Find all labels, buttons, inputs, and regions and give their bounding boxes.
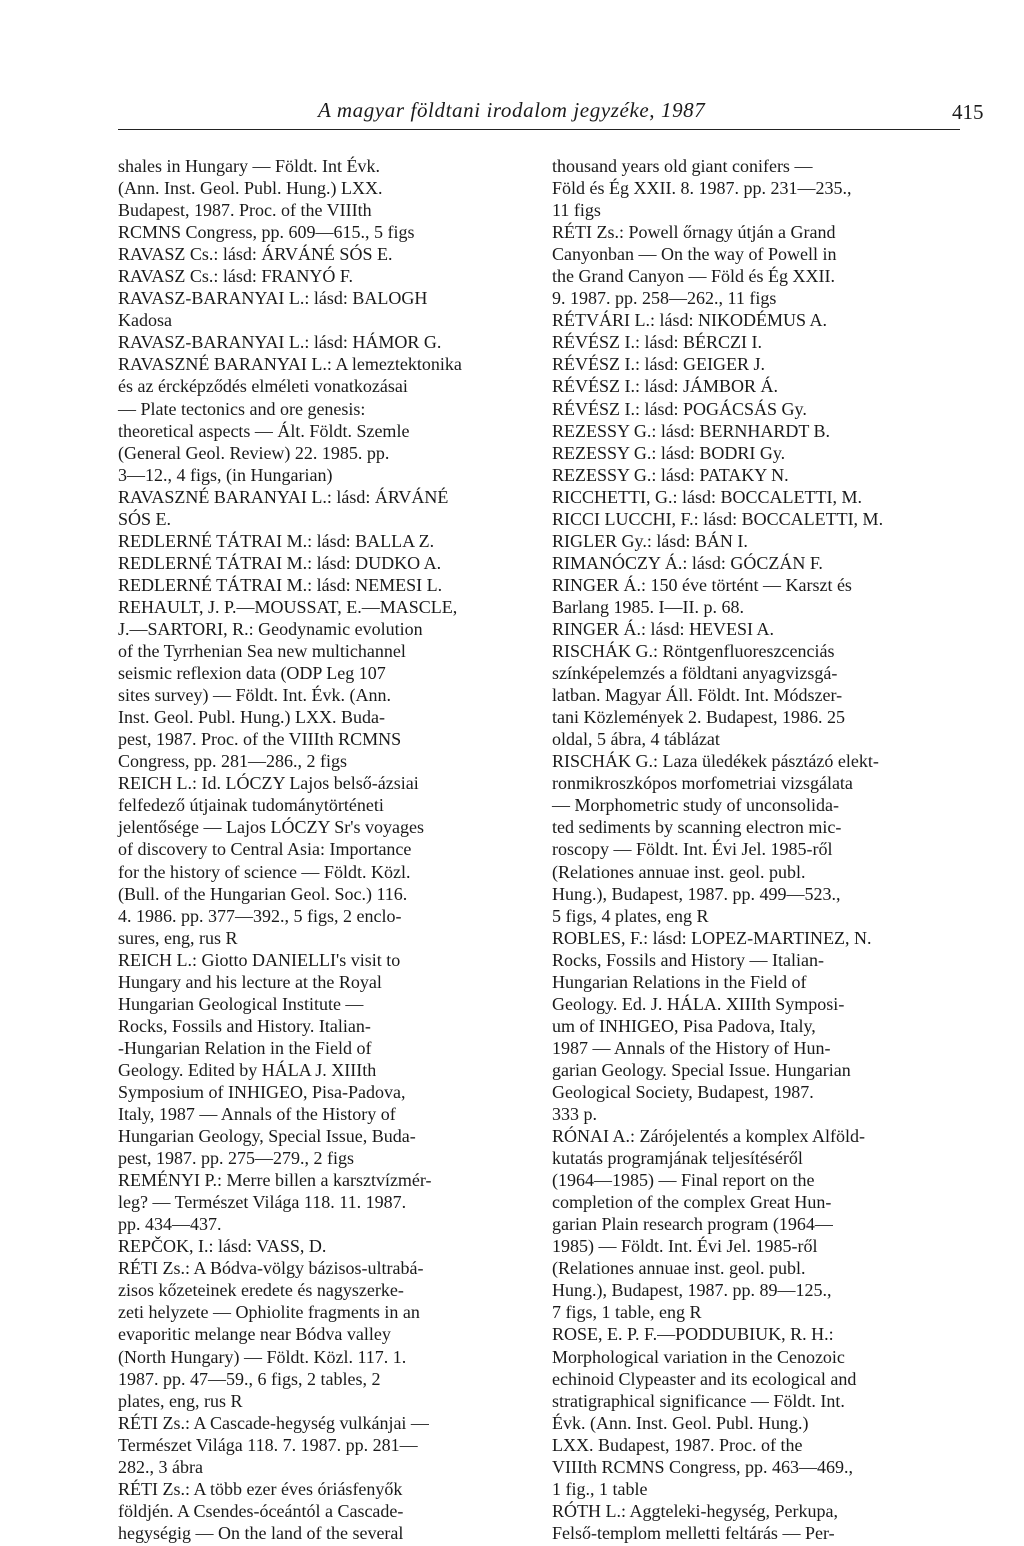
- entry-line: RÉTI Zs.: A több ezer éves óriásfenyők: [118, 1478, 403, 1499]
- entry-line: garian Geology. Special Issue. Hungarian: [552, 1059, 851, 1080]
- bibliography-entry: [552, 618, 944, 640]
- bibliography-entry: [118, 1235, 510, 1257]
- entry-line: földjén. A Csendes-óceántól a Cascade-: [118, 1500, 404, 1521]
- bibliography-entry: [552, 750, 944, 926]
- entry-line: REZESSY G.: lásd: BODRI Gy.: [552, 442, 786, 463]
- entry-line: stratigraphical significance — Földt. Int.: [552, 1390, 845, 1411]
- entry-line: RICCHETTI, G.: lásd: BOCCALETTI, M.: [552, 486, 862, 507]
- entry-line: (Ann. Inst. Geol. Publ. Hung.) LXX.: [118, 178, 383, 199]
- entry-line: REDLERNÉ TÁTRAI M.: lásd: NEMESI L.: [118, 574, 443, 595]
- page-number: 415: [952, 100, 984, 124]
- bibliography-entry: [118, 353, 510, 485]
- entry-line: Föld és Ég XXII. 8. 1987. pp. 231—235.,: [552, 178, 852, 199]
- bibliography-entry: [552, 552, 944, 574]
- entry-line: REZESSY G.: lásd: PATAKY N.: [552, 464, 789, 485]
- entry-line: 333 p.: [552, 1104, 597, 1125]
- entry-line: tani Közlemények 2. Budapest, 1986. 25: [552, 707, 845, 728]
- entry-line: (Bull. of the Hungarian Geol. Soc.) 116.: [118, 883, 408, 904]
- entry-line: ROSE, E. P. F.—PODDUBIUK, R. H.:: [552, 1324, 834, 1345]
- entry-line: jelentősége — Lajos LÓCZY Sr's voyages: [118, 817, 425, 838]
- bibliography-entry: [118, 552, 510, 574]
- bibliography-entry: [118, 1169, 510, 1235]
- entry-line: Hungarian Relations in the Field of: [552, 971, 807, 992]
- entry-line: RÓNAI A.: Zárójelentés a komplex Alföld-: [552, 1126, 865, 1147]
- bibliography-entry: [118, 596, 510, 772]
- bibliography-entry: [552, 353, 944, 375]
- left-column: [118, 155, 510, 1544]
- entry-line: RAVASZNÉ BARANYAI L.: A lemeztektonika: [118, 354, 462, 375]
- bibliography-entry: [118, 155, 510, 243]
- bibliography-entry: [118, 287, 510, 331]
- entry-line: thousand years old giant conifers —: [552, 156, 813, 176]
- entry-line: plates, eng, rus R: [118, 1390, 243, 1411]
- bibliography-entry: [552, 442, 944, 464]
- entry-line: 1985) — Földt. Int. Évi Jel. 1985-ről: [552, 1236, 818, 1257]
- entry-line: LXX. Budapest, 1987. Proc. of the: [552, 1434, 803, 1455]
- entry-line: zisos kőzeteinek eredete és nagyszerke-: [118, 1280, 404, 1301]
- entry-line: 5 figs, 4 plates, eng R: [552, 905, 709, 926]
- entry-line: RCMNS Congress, pp. 609—615., 5 figs: [118, 222, 415, 243]
- entry-line: -Hungarian Relation in the Field of: [118, 1037, 372, 1058]
- entry-line: Hung.), Budapest, 1987. pp. 499—523.,: [552, 883, 841, 904]
- entry-line: (North Hungary) — Földt. Közl. 117. 1.: [118, 1346, 407, 1367]
- entry-line: pp. 434—437.: [118, 1214, 222, 1235]
- entry-line: 7 figs, 1 table, eng R: [552, 1302, 702, 1323]
- entry-line: SÓS E.: [118, 508, 172, 529]
- entry-line: 1 fig., 1 table: [552, 1478, 648, 1499]
- entry-line: RÉTI Zs.: A Cascade-hegység vulkánjai —: [118, 1412, 429, 1433]
- entry-line: (1964—1985) — Final report on the: [552, 1170, 815, 1191]
- entry-line: 282., 3 ábra: [118, 1456, 203, 1477]
- bibliography-entry: [552, 508, 944, 530]
- bibliography-entry: [552, 530, 944, 552]
- entry-line: Barlang 1985. I—II. p. 68.: [552, 596, 744, 617]
- bibliography-entry: [118, 486, 510, 530]
- entry-line: RÉVÉSZ I.: lásd: GEIGER J.: [552, 354, 765, 375]
- entry-line: pest, 1987. pp. 275—279., 2 figs: [118, 1148, 354, 1169]
- entry-line: oldal, 5 ábra, 4 táblázat: [552, 729, 720, 750]
- entry-line: of the Tyrrhenian Sea new multichannel: [118, 641, 406, 662]
- entry-line: sites survey) — Földt. Int. Évk. (Ann.: [118, 685, 391, 706]
- entry-line: RAVASZ Cs.: lásd: FRANYÓ F.: [118, 266, 353, 287]
- entry-line: Geology. Ed. J. HÁLA. XIIIth Symposi-: [552, 993, 845, 1014]
- bibliography-entry: [552, 1500, 944, 1544]
- bibliography-entry: [118, 772, 510, 948]
- entry-line: RINGER Á.: lásd: HEVESI A.: [552, 618, 774, 639]
- entry-line: RÉVÉSZ I.: lásd: BÉRCZI I.: [552, 332, 762, 353]
- running-title: A magyar földtani irodalom jegyzéke, 1987: [318, 98, 706, 122]
- entry-line: for the history of science — Földt. Közl.: [118, 861, 411, 882]
- bibliography-entry: [552, 420, 944, 442]
- entry-line: RÓTH L.: Aggteleki-hegység, Perkupa,: [552, 1500, 838, 1521]
- entry-line: garian Plain research program (1964—: [552, 1214, 833, 1235]
- entry-line: REZESSY G.: lásd: BERNHARDT B.: [552, 420, 831, 441]
- entry-line: RÉVÉSZ I.: lásd: JÁMBOR Á.: [552, 376, 779, 397]
- entry-line: Rocks, Fossils and History. Italian-: [118, 1015, 371, 1036]
- entry-line: ted sediments by scanning electron mic-: [552, 817, 842, 838]
- entry-line: um of INHIGEO, Pisa Padova, Italy,: [552, 1015, 816, 1036]
- entry-line: (Relationes annuae inst. geol. publ.: [552, 1258, 806, 1279]
- entry-line: RÉTI Zs.: Powell őrnagy útján a Grand: [552, 222, 836, 243]
- entry-line: shales in Hungary — Földt. Int Évk.: [118, 156, 380, 176]
- entry-line: RÉVÉSZ I.: lásd: POGÁCSÁS Gy.: [552, 398, 807, 419]
- entry-line: Geology. Edited by HÁLA J. XIIIth: [118, 1059, 377, 1080]
- entry-line: ROBLES, F.: lásd: LOPEZ-MARTINEZ, N.: [552, 927, 872, 948]
- entry-line: RAVASZ Cs.: lásd: ÁRVÁNÉ SÓS E.: [118, 244, 393, 265]
- entry-line: Hungary and his lecture at the Royal: [118, 971, 382, 992]
- entry-line: RAVASZ-BARANYAI L.: lásd: BALOGH: [118, 288, 428, 309]
- entry-line: és az ércképződés elméleti vonatkozásai: [118, 376, 408, 397]
- entry-line: latban. Magyar Áll. Földt. Int. Módszer-: [552, 685, 843, 706]
- bibliography-entry: [552, 155, 944, 221]
- bibliography-entry: [552, 398, 944, 420]
- bibliography-entry: [552, 1323, 944, 1499]
- entry-line: sures, eng, rus R: [118, 927, 238, 948]
- bibliography-entry: [118, 530, 510, 552]
- entry-line: Italy, 1987 — Annals of the History of: [118, 1104, 396, 1125]
- entry-line: Geological Society, Budapest, 1987.: [552, 1081, 814, 1102]
- entry-line: REDLERNÉ TÁTRAI M.: lásd: BALLA Z.: [118, 530, 435, 551]
- bibliography-entry: [552, 949, 944, 1125]
- page-header: [0, 0, 1024, 140]
- entry-line: completion of the complex Great Hun-: [552, 1192, 832, 1213]
- bibliography-entry: [552, 309, 944, 331]
- bibliography-entry: [118, 331, 510, 353]
- entry-line: RAVASZNÉ BARANYAI L.: lásd: ÁRVÁNÉ: [118, 486, 449, 507]
- bibliography-entry: [552, 574, 944, 618]
- entry-line: RINGER Á.: 150 éve történt — Karszt és: [552, 574, 852, 595]
- entry-line: ronmikroszkópos morfometriai vizsgálata: [552, 773, 853, 794]
- entry-line: of discovery to Central Asia: Importance: [118, 839, 412, 860]
- entry-line: RISCHÁK G.: Laza üledékek pásztázó elekt-: [552, 751, 879, 772]
- bibliography-entry: [118, 1478, 510, 1544]
- entry-line: RÉTI Zs.: A Bódva-völgy bázisos-ultrabá-: [118, 1258, 424, 1279]
- entry-line: Symposium of INHIGEO, Pisa-Padova,: [118, 1081, 406, 1102]
- entry-line: 9. 1987. pp. 258—262., 11 figs: [552, 288, 777, 309]
- entry-line: Kadosa: [118, 310, 172, 331]
- entry-line: — Morphometric study of unconsolida-: [552, 795, 839, 816]
- entry-line: evaporitic melange near Bódva valley: [118, 1324, 391, 1345]
- entry-line: (General Geol. Review) 22. 1985. pp.: [118, 442, 390, 463]
- entry-line: echinoid Clypeaster and its ecological and: [552, 1368, 857, 1389]
- entry-line: theoretical aspects — Ált. Földt. Szemle: [118, 420, 410, 441]
- entry-line: Felső-templom melletti feltárás — Per-: [552, 1522, 835, 1543]
- entry-line: Hung.), Budapest, 1987. pp. 89—125.,: [552, 1280, 832, 1301]
- entry-line: — Plate tectonics and ore genesis:: [118, 398, 366, 419]
- entry-line: zeti helyzete — Ophiolite fragments in an: [118, 1302, 420, 1323]
- entry-line: felfedező útjainak tudománytörténeti: [118, 795, 384, 816]
- entry-line: RAVASZ-BARANYAI L.: lásd: HÁMOR G.: [118, 332, 442, 353]
- entry-line: Évk. (Ann. Inst. Geol. Publ. Hung.): [552, 1412, 809, 1433]
- entry-line: RIGLER Gy.: lásd: BÁN I.: [552, 530, 748, 551]
- entry-line: Természet Világa 118. 7. 1987. pp. 281—: [118, 1434, 418, 1455]
- right-column: [552, 155, 944, 1544]
- entry-line: Rocks, Fossils and History — Italian-: [552, 949, 824, 970]
- bibliography-entry: [552, 464, 944, 486]
- entry-line: 4. 1986. pp. 377—392., 5 figs, 2 enclo-: [118, 905, 402, 926]
- entry-line: pest, 1987. Proc. of the VIIIth RCMNS: [118, 729, 402, 750]
- header-rule: [118, 129, 960, 130]
- entry-line: REICH L.: Giotto DANIELLI's visit to: [118, 949, 401, 970]
- bibliography-entry: [552, 1125, 944, 1323]
- entry-line: seismic reflexion data (ODP Leg 107: [118, 663, 386, 684]
- entry-line: REPČOK, I.: lásd: VASS, D.: [118, 1236, 327, 1257]
- entry-line: hegységig — On the land of the several: [118, 1522, 404, 1543]
- bibliography-entry: [552, 221, 944, 309]
- entry-line: 3—12., 4 figs, (in Hungarian): [118, 464, 333, 485]
- entry-line: RICCI LUCCHI, F.: lásd: BOCCALETTI, M.: [552, 508, 884, 529]
- entry-line: 11 figs: [552, 200, 601, 221]
- entry-line: Budapest, 1987. Proc. of the VIIIth: [118, 200, 372, 221]
- bibliography-entry: [118, 243, 510, 265]
- entry-line: the Grand Canyon — Föld és Ég XXII.: [552, 266, 835, 287]
- bibliography-entry: [552, 640, 944, 750]
- entry-line: Hungarian Geology, Special Issue, Buda-: [118, 1126, 416, 1147]
- entry-line: Morphological variation in the Cenozoic: [552, 1346, 845, 1367]
- entry-line: Inst. Geol. Publ. Hung.) LXX. Buda-: [118, 707, 385, 728]
- entry-line: színképelemzés a földtani anyagvizsgá-: [552, 663, 838, 684]
- entry-line: roscopy — Földt. Int. Évi Jel. 1985-ről: [552, 839, 833, 860]
- entry-line: Hungarian Geological Institute —: [118, 993, 364, 1014]
- bibliography-entry: [118, 265, 510, 287]
- entry-line: Canyonban — On the way of Powell in: [552, 244, 837, 265]
- bibliography-entry: [552, 375, 944, 397]
- entry-line: VIIIth RCMNS Congress, pp. 463—469.,: [552, 1456, 854, 1477]
- bibliography-entry: [552, 927, 944, 949]
- entry-line: J.—SARTORI, R.: Geodynamic evolution: [118, 618, 423, 639]
- bibliography-entry: [552, 331, 944, 353]
- entry-line: RIMANÓCZY Á.: lásd: GÓCZÁN F.: [552, 552, 823, 573]
- entry-line: RÉTVÁRI L.: lásd: NIKODÉMUS A.: [552, 310, 827, 331]
- entry-line: REMÉNYI P.: Merre billen a karsztvízmér-: [118, 1170, 432, 1191]
- entry-line: 1987. pp. 47—59., 6 figs, 2 tables, 2: [118, 1368, 381, 1389]
- entry-line: REHAULT, J. P.—MOUSSAT, E.—MASCLE,: [118, 596, 458, 617]
- bibliography-entry: [552, 486, 944, 508]
- entry-line: REICH L.: Id. LÓCZY Lajos belső-ázsiai: [118, 773, 419, 794]
- entry-line: 1987 — Annals of the History of Hun-: [552, 1037, 831, 1058]
- bibliography-entry: [118, 574, 510, 596]
- bibliography-entry: [118, 949, 510, 1169]
- entry-line: kutatás programjának teljesítéséről: [552, 1148, 803, 1169]
- entry-line: RISCHÁK G.: Röntgenfluoreszcenciás: [552, 641, 835, 662]
- entry-line: leg? — Természet Világa 118. 11. 1987.: [118, 1192, 407, 1213]
- entry-line: REDLERNÉ TÁTRAI M.: lásd: DUDKO A.: [118, 552, 442, 573]
- entry-line: Congress, pp. 281—286., 2 figs: [118, 751, 347, 772]
- bibliography-entry: [118, 1257, 510, 1411]
- entry-line: (Relationes annuae inst. geol. publ.: [552, 861, 806, 882]
- bibliography-entry: [118, 1412, 510, 1478]
